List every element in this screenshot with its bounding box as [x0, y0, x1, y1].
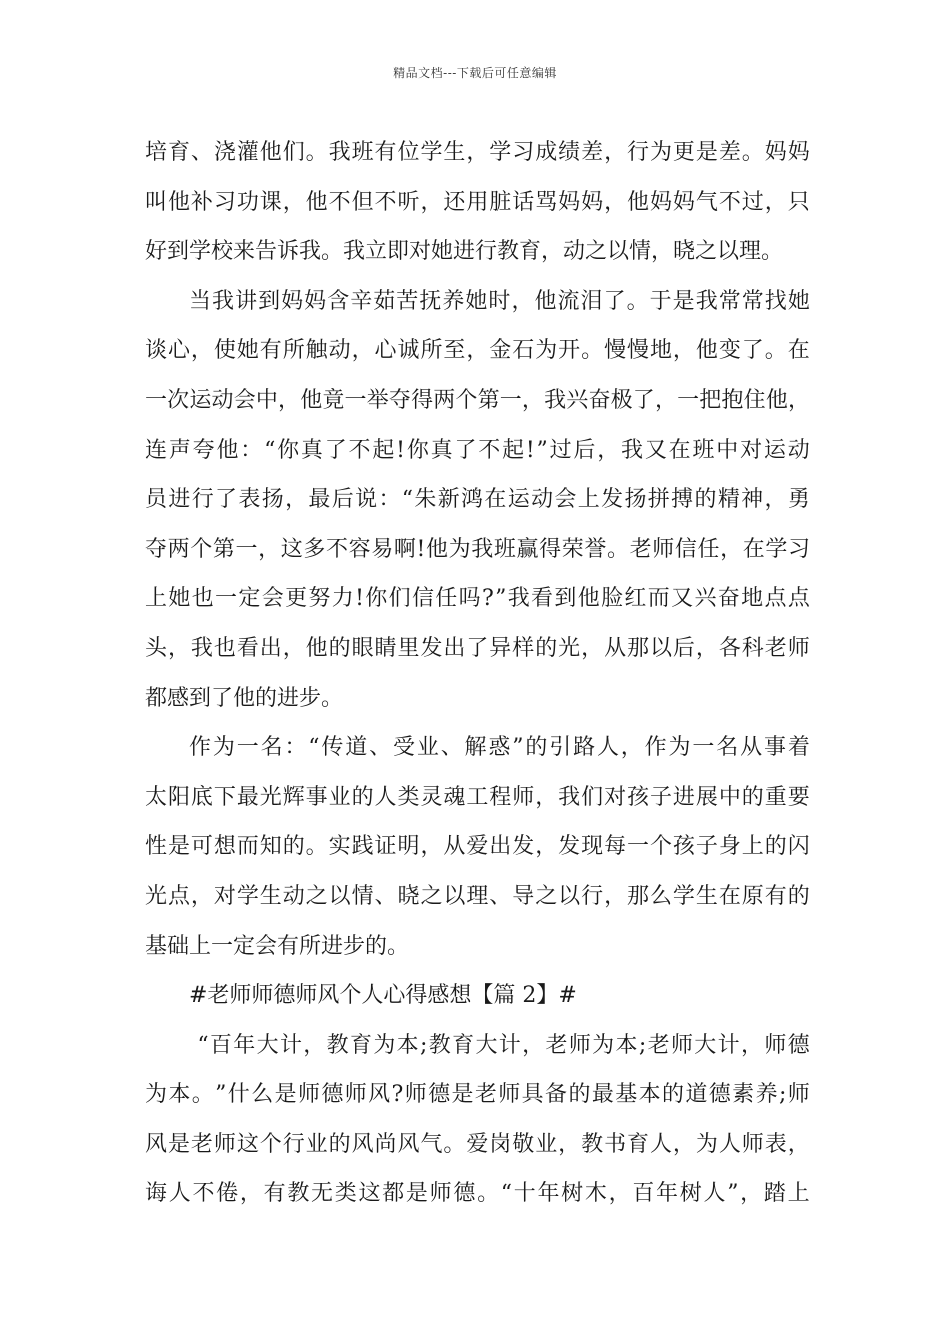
- text-line: 都感到了他的进步。: [145, 685, 344, 711]
- document-body: [145, 128, 810, 1219]
- text-line: 作 为 一 名 ： “ 传 道 、 受 业 、 解 惑 ” 的 引 路 人 ， 作 为 一 名 从 事 着: [189, 735, 810, 761]
- text-line: 员 进 行 了 表 扬 ， 最 后 说 ： “ 朱 新 鸿 在 运 动 会 上 发 扬 拼 搏 的 精 神 ， 勇: [145, 487, 810, 513]
- text-line: 风 是 老 师 这 个 行 业 的 风 尚 风 气 。 爱 岗 敬 业 ， 教 书 育 人 ， 为 人 师 表 ，: [145, 1131, 810, 1157]
- text-line: 谈 心 ， 使 她 有 所 触 动 ， 心 诚 所 至 ， 金 石 为 开 。 慢 慢 地 ， 他 变 了 。 在: [145, 338, 810, 364]
- text-line: 性 是 可 想 而 知 的 。 实 践 证 明 ， 从 爱 出 发 ， 发 现 每 一 个 孩 子 身 上 的 闪: [145, 834, 810, 860]
- text-line: #老师师德师风个人心得感想【篇 2】#: [189, 983, 577, 1009]
- text-line: 连 声 夸 他 ： “ 你 真 了 不 起 ! 你 真 了 不 起 ! ” 过 后 ， 我 又 在 班 中 对 运 动: [145, 437, 810, 463]
- text-line: 好到学校来告诉我。我立即对她进行教育，动之以情，晓之以理。: [145, 239, 784, 265]
- text-line: 夺 两 个 第 一 ， 这 多 不 容 易 啊 ! 他 为 我 班 赢 得 荣 誉 。 老 师 信 任 ， 在 学 习: [145, 536, 810, 562]
- text-line: 上 她 也 一 定 会 更 努 力 ! 你 们 信 任 吗 ? ” 我 看 到 他 脸 红 而 又 兴 奋 地 点 点: [145, 586, 810, 612]
- text-line: 当 我 讲 到 妈 妈 含 辛 茹 苦 抚 养 她 时 ， 他 流 泪 了 。 于 是 我 常 常 找 她: [189, 288, 810, 314]
- text-line: 基础上一定会有所进步的。: [145, 933, 410, 959]
- text-line: 光 点 ， 对 学 生 动 之 以 情 、 晓 之 以 理 、 导 之 以 行 ， 那 么 学 生 在 原 有 的: [145, 883, 810, 909]
- text-line: 一 次 运 动 会 中 ， 他 竟 一 举 夺 得 两 个 第 一 ， 我 兴 奋 极 了 ， 一 把 抱 住 他 ，: [145, 387, 810, 413]
- text-line: 培 育 、 浇 灌 他 们 。 我 班 有 位 学 生 ， 学 习 成 绩 差 ， 行 为 更 是 差 。 妈 妈: [145, 140, 810, 165]
- page-header: 精品文档---下载后可任意编辑: [393, 66, 557, 80]
- text-line: 为 本 。 ” 什 么 是 师 德 师 风 ? 师 德 是 老 师 具 备 的 最 基 本 的 道 德 素 养 ; 师: [145, 1082, 810, 1108]
- text-line: 头 ， 我 也 看 出 ， 他 的 眼 睛 里 发 出 了 异 样 的 光 ， 从 那 以 后 ， 各 科 老 师: [145, 635, 810, 661]
- text-line: 诲 人 不 倦 ， 有 教 无 类 这 都 是 师 德 。 “ 十 年 树 木 ， 百 年 树 人 ” ， 踏 上: [145, 1181, 810, 1207]
- text-line: “ 百 年 大 计 ， 教 育 为 本 ; 教 育 大 计 ， 老 师 为 本 ; 老 师 大 计 ， 师 德: [197, 1032, 810, 1058]
- text-line: 叫 他 补 习 功 课 ， 他 不 但 不 听 ， 还 用 脏 话 骂 妈 妈 ， 他 妈 妈 气 不 过 ， 只: [145, 189, 810, 215]
- text-line: 太 阳 底 下 最 光 辉 事 业 的 人 类 灵 魂 工 程 师 ， 我 们 对 孩 子 进 展 中 的 重 要: [145, 784, 810, 810]
